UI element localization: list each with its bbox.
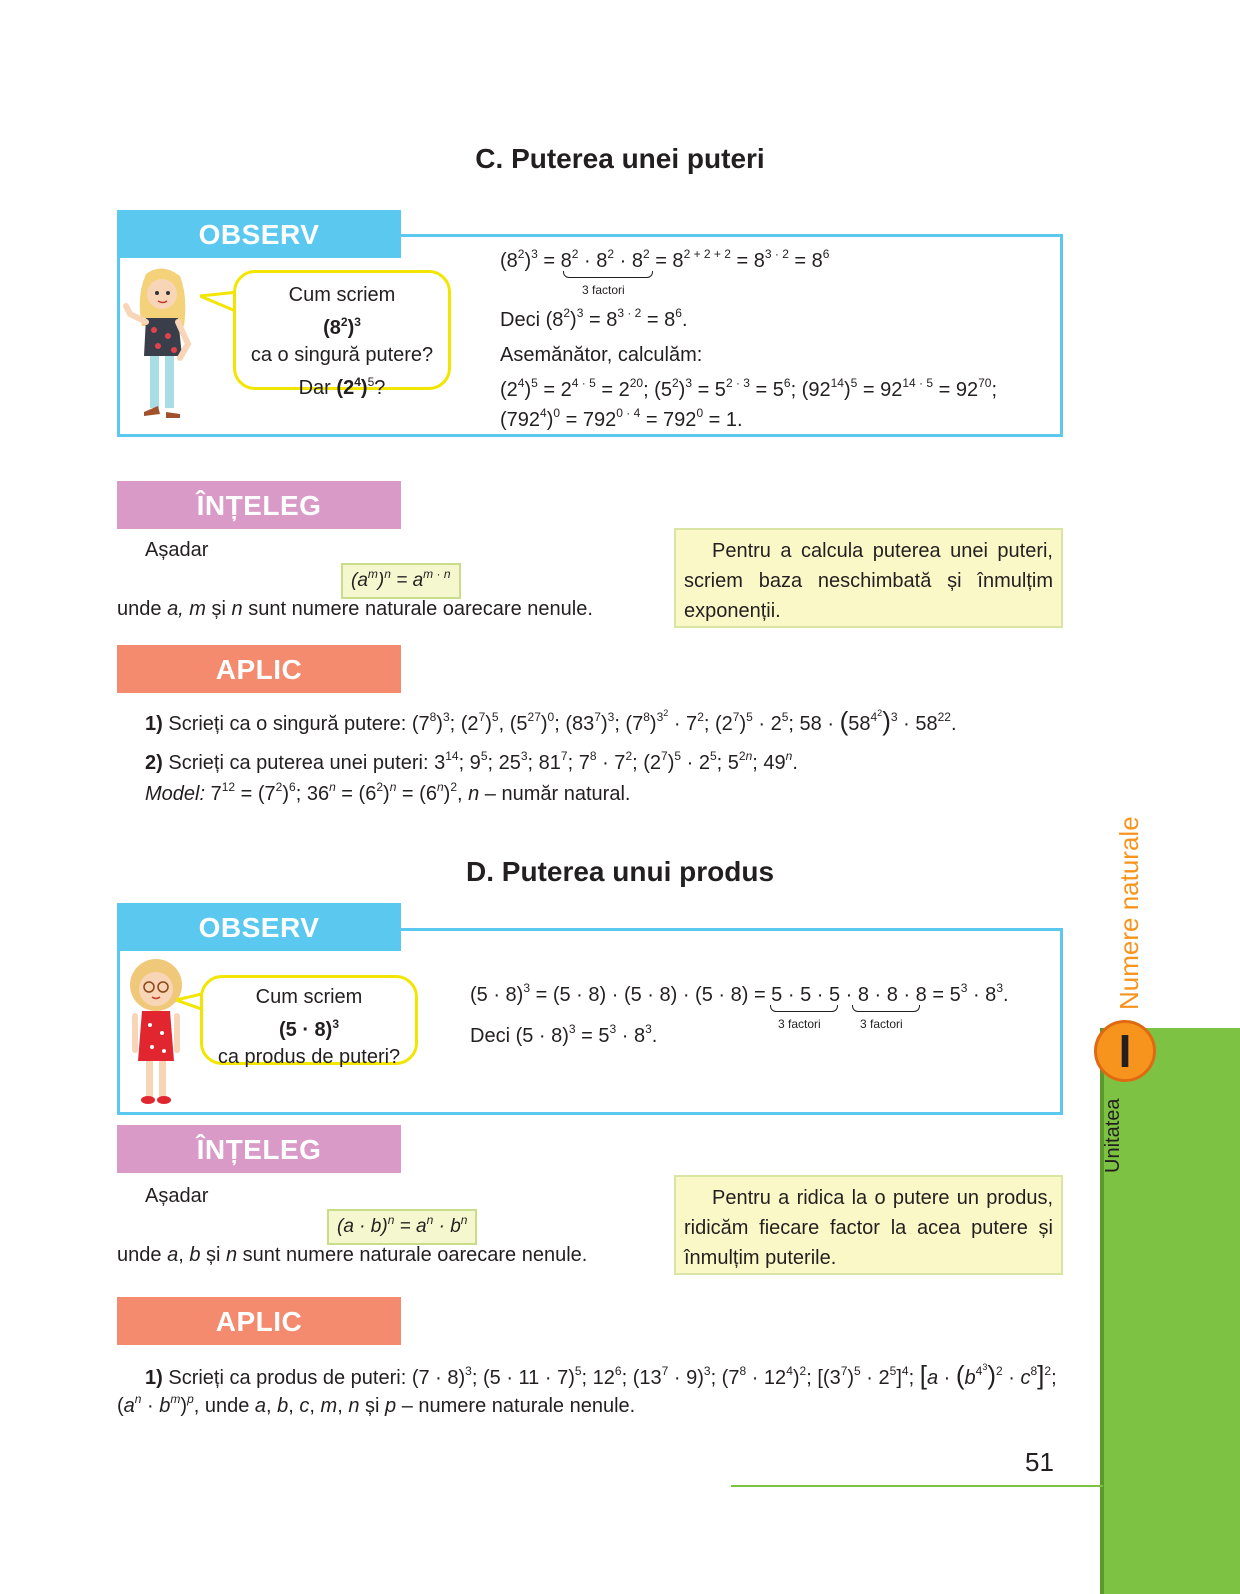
observ-c-line1: $(8^2)^3 = 8^2 \cdot 8^2 \cdot 8^2 = 8^{2 + 2 + 2} = 8^{3 \cdot 2} = 8^6$ — [500, 247, 830, 272]
ex1-number: 1) — [145, 1367, 163, 1389]
aplic-tab-c: APLIC — [117, 645, 401, 693]
footer-rule — [731, 1485, 1103, 1487]
speech-bubble-d — [200, 975, 418, 1068]
rule-text-d: Pentru a ridica la o putere un produs, ridicăm fiecare factor la acea putere și înmulțim puterile. — [684, 1187, 1053, 1269]
brace-3-factori-c — [563, 271, 653, 278]
brace-label-c: 3 factori — [582, 283, 625, 297]
observ-c-deci: Deci $(8^2)^3 = 8^{3 \cdot 2} = 8^6$. — [500, 306, 688, 331]
ex2-number: 2) — [145, 752, 163, 774]
bubble-line: Cum scriem — [288, 284, 396, 306]
rule-text-c: Pentru a calcula puterea unei puteri, scriem baza neschimbată și înmulțim exponenții. — [684, 540, 1053, 622]
section-c-title: C. Puterea unei puteri — [475, 143, 765, 174]
brace-label-d2: 3 factori — [860, 1017, 903, 1031]
observ-c-examples-2: $(792^4)^0 = 792^{0 \cdot 4} = 792^0 = 1$. — [500, 406, 743, 431]
inteleg-tab-d: ÎNȚELEG — [117, 1125, 401, 1173]
observ-d-deci: Deci $(5 \cdot 8)^3 = 5^3 \cdot 8^3$. — [470, 1022, 658, 1047]
observ-c-asemanator: Asemănător, calculăm: — [500, 344, 703, 366]
unde-text-c: unde a, m și n sunt numere naturale oarecare nenule. — [117, 598, 593, 620]
observ-d-line1: $(5 \cdot 8)^3 = (5 \cdot 8) \cdot (5 \cdot 8) \cdot (5 \cdot 8) = 5 \cdot 5 \cdot 5 \cdot 8 \cdot 8 \cdot 8 = 5^3 \cdot 8^3$. — [470, 981, 1009, 1006]
formula-box-d: $(a \cdot b)^n = a^n \cdot b^n$ — [327, 1209, 477, 1245]
speech-bubble-c — [233, 270, 451, 399]
aplic-c-ex2: 2) Scrieți ca puterea unei puteri: $3^{14}$; $9^5$; $25^3$; $81^7$; $7^8 \cdot 7^2$; $(2^7)^5 \cdot 2^5$; $5^{2n}$; 49$^n$. — [145, 749, 798, 774]
brace-3-factori-d1 — [770, 1005, 838, 1012]
aplic-d-ex1: 1) Scrieți ca produs de puteri: $(7 \cdot 8)^3$; $(5 \cdot 11 \cdot 7)^5$; $12^6$; $(13^7 \cdot 9)^3$; $(7^8 \cdot 12^4)^2$; $[(3^7)^5 \cdot 2^5]^4$; $[a \cdot (b^{4^3})^2 \cdot c^8]^2$; — [145, 1360, 1057, 1390]
bubble-line: Cum scriem — [255, 986, 363, 1008]
section-d-title: D. Puterea unui produs — [465, 856, 775, 887]
girl-illustration-d — [124, 955, 188, 1107]
formula-box-c: $(a^m)^n = a^{m \cdot n}$ — [341, 563, 461, 599]
aplic-tab-d: APLIC — [117, 1297, 401, 1345]
inteleg-tab-c: ÎNȚELEG — [117, 481, 401, 529]
asadar-c: Așadar — [145, 539, 209, 561]
ex1-number: 1) — [145, 713, 163, 735]
rule-box-c — [674, 528, 1063, 628]
model-label: Model: — [145, 783, 206, 805]
brace-label-d1: 3 factori — [778, 1017, 821, 1031]
bubble-expression: $(5 \cdot 8)^3$ — [278, 1017, 340, 1041]
observ-tab-c: OBSERV — [117, 210, 401, 258]
aplic-c-model: Model: $7^{12} = (7^2)^6$; $36^n = (6^2)^n = (6^n)^2$, n – număr natural. — [145, 780, 631, 805]
bubble-line: Dar $(2^4)^5$? — [298, 375, 386, 399]
observ-tab-d: OBSERV — [117, 903, 401, 951]
page-number: 51 — [1025, 1447, 1054, 1477]
bubble-expression: $(8^2)^3$ — [323, 315, 361, 339]
brace-3-factori-d2 — [852, 1005, 920, 1012]
ex1-instruction: Scrieți ca produs de puteri: — [168, 1367, 407, 1389]
rule-box-d — [674, 1175, 1063, 1275]
girl-illustration-c — [122, 266, 202, 424]
asadar-d: Așadar — [145, 1185, 209, 1207]
ex1-instruction: Scrieți ca o singură putere: — [168, 713, 407, 735]
unit-title: Numere naturale — [1114, 816, 1144, 1010]
unit-word: Unitatea — [1102, 1098, 1124, 1173]
unit-numeral-badge: I — [1094, 1020, 1156, 1082]
ex2-instruction: Scrieți ca puterea unei puteri: — [168, 752, 429, 774]
bubble-line: ca o singură putere? — [250, 344, 434, 366]
aplic-c-ex1: 1) Scrieți ca o singură putere: $(7^8)^3$; $(2^7)^5$, $(5^{27})^0$; $(83^7)^3$; $(7^8)^{3^2} \cdot 7^2$; $(2^7)^5 \cdot 2^5$; $58 \cdot (58^{4^2})^3 \cdot 58^{22}$. — [145, 706, 957, 736]
observ-c-examples-1: $(2^4)^5 = 2^{4 \cdot 5} = 2^{20}$; $(5^2)^3 = 5^{2 \cdot 3} = 5^6$; $(92^{14})^5 = 92^{14 \cdot 5} = 92^{70}$; — [500, 376, 998, 401]
unde-text-d: unde a, b și n sunt numere naturale oarecare nenule. — [117, 1244, 588, 1266]
aplic-d-ex1-cont: $(a^n \cdot b^m)^p$, unde a, b, c, m, n și p – numere naturale nenule. — [117, 1392, 636, 1417]
bubble-line: ca produs de puteri? — [217, 1046, 401, 1068]
